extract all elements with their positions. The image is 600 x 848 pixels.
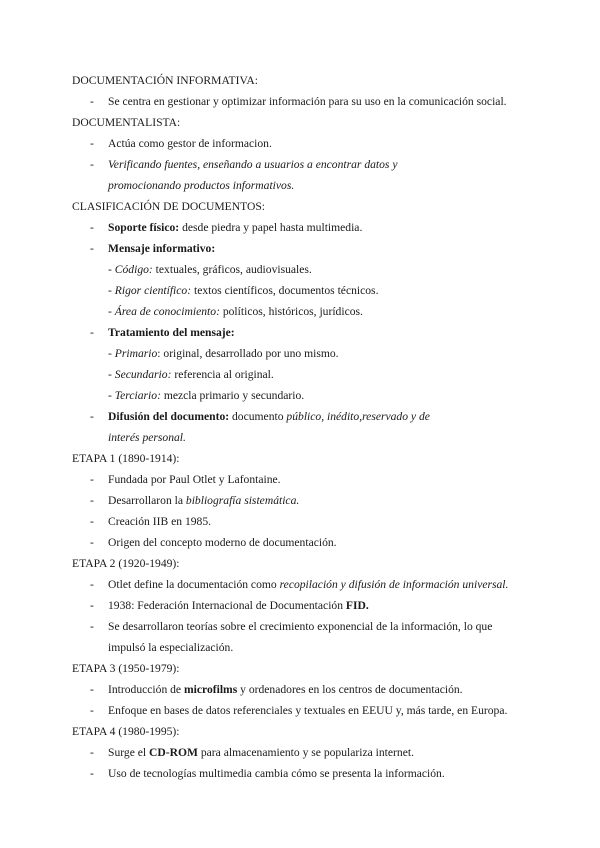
list-item	[72, 574, 532, 595]
bullet-dash: -	[90, 746, 94, 759]
item-text: Uso de tecnologías multimedia cambia cómo se presenta la información.	[108, 767, 445, 780]
list-item	[72, 616, 532, 658]
sub-item: - Terciario: mezcla primario y secundario.	[108, 389, 305, 402]
item-text-italic: recopilación y difusión de información universal.	[279, 578, 509, 591]
bullet-dash: -	[90, 536, 94, 549]
bullet-dash: -	[90, 137, 94, 150]
item-text: Introducción de	[108, 683, 184, 696]
heading-documentalista: DOCUMENTALISTA:	[72, 116, 181, 129]
sub-item: - Área de conocimiento: políticos, históricos, jurídicos.	[108, 305, 363, 318]
soporte-text: desde piedra y papel hasta multimedia.	[179, 221, 363, 234]
bullet-dash: -	[90, 221, 94, 234]
bullet-dash: -	[90, 767, 94, 780]
item-text-bold: FID.	[345, 599, 369, 612]
sub-text: : original, desarrollado por uno mismo.	[157, 347, 339, 360]
item-text: Fundada por Paul Otlet y Lafontaine.	[108, 473, 281, 486]
soporte-label: Soporte físico:	[108, 221, 180, 234]
difusion-text: documento	[229, 410, 287, 423]
bullet-dash: -	[90, 242, 94, 255]
heading-etapa-4: ETAPA 4 (1980-1995):	[72, 725, 180, 738]
list-item	[72, 700, 532, 721]
item-text: Se centra en gestionar y optimizar información para su uso en la comunicación social.	[108, 95, 507, 108]
heading-etapa-3: ETAPA 3 (1950-1979):	[72, 662, 180, 675]
bullet-dash: -	[90, 515, 94, 528]
sub-label: Secundario:	[114, 368, 172, 381]
bullet-dash: -	[90, 494, 94, 507]
bullet-dash: -	[90, 578, 94, 591]
bullet-dash: -	[90, 158, 94, 171]
list-item	[72, 490, 532, 511]
item-text: Surge el	[108, 746, 150, 759]
bullet-dash: -	[90, 473, 94, 486]
item-text-italic: Verificando fuentes, enseñando a usuarios a encontrar datos y promocionando productos informativos.	[108, 158, 398, 192]
list-item	[72, 91, 532, 112]
item-text-bold: CD-ROM	[149, 746, 198, 759]
sub-text: mezcla primario y secundario.	[160, 389, 305, 402]
item-text: Actúa como gestor de informacion.	[108, 137, 272, 150]
heading-etapa-2: ETAPA 2 (1920-1949):	[72, 557, 180, 570]
sub-item: - Código: textuales, gráficos, audiovisuales.	[108, 263, 312, 276]
item-text: Otlet define la documentación como	[108, 578, 280, 591]
list-item	[72, 763, 532, 784]
bullet-dash: -	[90, 704, 94, 717]
sub-label: Primario	[114, 347, 158, 360]
list-item-mensaje	[72, 238, 532, 259]
sub-text: políticos, históricos, jurídicos.	[219, 305, 363, 318]
list-item	[72, 595, 532, 616]
list-item-tratamiento	[72, 322, 532, 343]
bullet-dash: -	[90, 599, 94, 612]
sub-item: - Rigor científico: textos científicos, documentos técnicos.	[108, 284, 379, 297]
sub-item: - Primario: original, desarrollado por uno mismo.	[108, 347, 339, 360]
item-text: Enfoque en bases de datos referenciales y textuales en EEUU y, más tarde, en Europa.	[108, 704, 508, 717]
item-text-bold: microfilms	[183, 683, 238, 696]
sub-label: Rigor científico:	[114, 284, 192, 297]
sub-text: referencia al original.	[171, 368, 274, 381]
heading-documentacion-informativa: DOCUMENTACIÓN INFORMATIVA:	[72, 74, 258, 87]
list-item-soporte	[72, 217, 532, 238]
item-text: Se desarrollaron teorías sobre el crecimiento exponencial de la información, lo que impulsó la especialización.	[108, 620, 493, 654]
bullet-dash: -	[90, 326, 94, 339]
item-text: y ordenadores en los centros de documentación.	[237, 683, 463, 696]
list-item	[72, 742, 532, 763]
tratamiento-label: Tratamiento del mensaje:	[108, 326, 235, 339]
item-text: 1938: Federación Internacional de Documentación	[108, 599, 346, 612]
bullet-dash: -	[90, 95, 94, 108]
item-text: Desarrollaron la	[108, 494, 186, 507]
sub-label: Código:	[114, 263, 153, 276]
heading-etapa-1: ETAPA 1 (1890-1914):	[72, 452, 180, 465]
list-item	[72, 133, 532, 154]
bullet-dash: -	[90, 683, 94, 696]
item-text-italic: bibliografía sistemática.	[185, 494, 300, 507]
list-item	[72, 679, 532, 700]
sub-text: textuales, gráficos, audiovisuales.	[152, 263, 312, 276]
sub-text: textos científicos, documentos técnicos.	[191, 284, 379, 297]
bullet-dash: -	[90, 410, 94, 423]
list-item	[72, 532, 532, 553]
list-item	[72, 154, 532, 196]
difusion-label: Difusión del documento:	[108, 410, 230, 423]
list-item-difusion	[72, 406, 532, 448]
heading-clasificacion: CLASIFICACIÓN DE DOCUMENTOS:	[72, 200, 266, 213]
list-item	[72, 511, 532, 532]
list-item	[72, 469, 532, 490]
difusion-italic: público, inédito,reservado y de interés personal.	[108, 410, 430, 444]
sub-label: Terciario:	[114, 389, 161, 402]
document-page	[72, 70, 532, 784]
sub-item: - Secundario: referencia al original.	[108, 368, 274, 381]
item-text: Origen del concepto moderno de documentación.	[108, 536, 337, 549]
mensaje-label: Mensaje informativo:	[108, 242, 216, 255]
item-text: Creación IIB en 1985.	[108, 515, 212, 528]
item-text: para almacenamiento y se populariza internet.	[197, 746, 414, 759]
sub-label: Área de conocimiento:	[114, 305, 220, 318]
bullet-dash: -	[90, 620, 94, 633]
